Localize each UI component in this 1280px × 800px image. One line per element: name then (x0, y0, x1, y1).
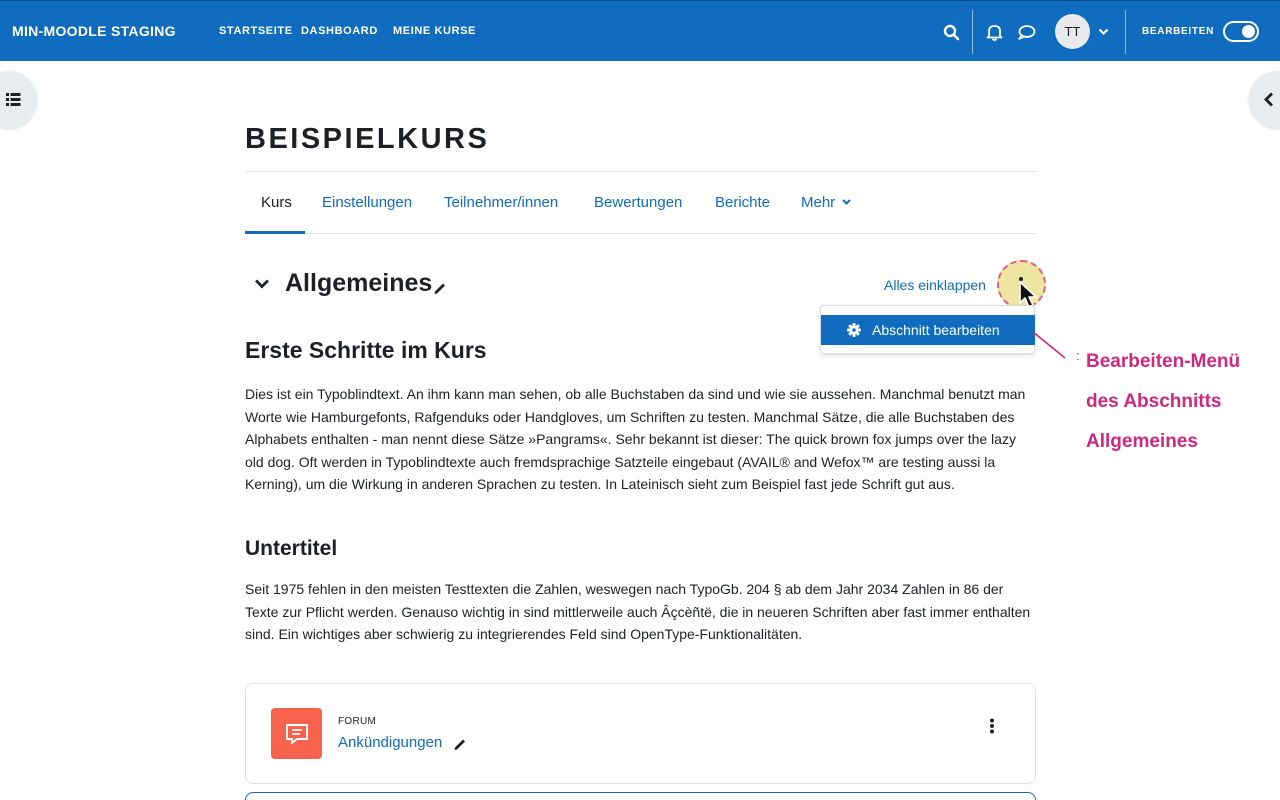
tab-teilnehmer[interactable]: Teilnehmer/innen (444, 194, 559, 211)
section-collapse-chevron-icon[interactable] (254, 278, 270, 290)
user-avatar[interactable]: TT (1055, 14, 1090, 49)
content-paragraph: Dies ist ein Typoblindtext. An ihm kann man sehen, ob alle Buchstaben da sind und wie sie aussehen. Manchmal benutzt man Worte wie Hamburgefonts, Rafgenduks oder Handgloves, um Schriften zu testen. Manchmal Sätze, die alle Buchstaben des Alphabets enthalten - man nennt diese Sätze »Pangrams«. Sehr bekannt ist dieser: The quick brown fox jumps over the lazy old dog. Oft werden in Typoblindtexte auch fremdsprachige Satzteile eingebaut (AVAIL® and Wefox™ are testing aussi la Kerning), um die Wirkung in anderen Sprachen zu testen. In Lateinisch sieht zum Beispiel fast jede Schrift gut aus. (245, 386, 1026, 493)
nav-link-dashboard[interactable]: DASHBOARD (301, 25, 378, 37)
tab-mehr-label: Mehr (801, 194, 836, 211)
edit-section-menu-item[interactable] (821, 315, 1035, 345)
section-edit-dropdown (820, 305, 1035, 354)
course-tabs (245, 171, 1036, 234)
chat-icon[interactable] (1016, 22, 1036, 42)
course-index-drawer-toggle[interactable] (0, 71, 37, 128)
tab-mehr[interactable] (801, 194, 851, 211)
collapse-all-link[interactable]: Alles einklappen (884, 277, 986, 293)
activity-card-forum (245, 683, 1036, 784)
chevron-left-icon (1264, 92, 1274, 107)
site-brand[interactable]: MIN-MOODLE STAGING (12, 23, 176, 39)
edit-mode-toggle[interactable] (1223, 21, 1259, 42)
gear-icon (847, 323, 861, 337)
toggle-knob (1242, 25, 1255, 38)
course-title: BEISPIELKURS (245, 123, 490, 155)
annotation-marker: : (1076, 348, 1080, 363)
kebab-icon[interactable] (989, 718, 995, 734)
chevron-down-icon[interactable] (1096, 25, 1110, 39)
bell-icon[interactable] (984, 22, 1004, 42)
chevron-down-icon (842, 199, 851, 205)
tab-kurs[interactable]: Kurs (261, 194, 292, 211)
annotation-line-2: des Abschnitts (1086, 391, 1222, 412)
content-paragraph: Seit 1975 fehlen in den meisten Testtexten die Zahlen, weswegen nach TypoGb. 204 § ab dem Jahr 2034 Zahlen in 86 der Texte zur Pflicht werden. Genauso wichtig in sind mittlerweile auch Âçcèñtë, die in neueren Schriften aber fast immer enthalten sind. Ein wichtiges aber schwierig zu integrierendes Feld sind OpenType-Funktionalitäten. (245, 581, 1031, 643)
annotation-line-1: Bearbeiten-Menü (1086, 351, 1241, 372)
section-title: Allgemeines (285, 269, 433, 297)
pencil-icon[interactable] (432, 280, 448, 296)
edit-section-label: Abschnitt bearbeiten (872, 322, 1000, 338)
forum-icon (271, 708, 322, 759)
activity-type-label: FORUM (338, 716, 377, 727)
tab-bewertungen[interactable]: Bewertungen (594, 194, 683, 211)
tab-einstellungen[interactable]: Einstellungen (322, 194, 413, 211)
content-subheading: Untertitel (245, 537, 338, 560)
navbar-divider (1125, 10, 1126, 54)
nav-link-meine-kurse[interactable]: MEINE KURSE (393, 25, 476, 37)
list-icon (6, 93, 21, 106)
pencil-icon[interactable] (452, 736, 468, 752)
activity-card-next (245, 792, 1036, 800)
navbar-divider (972, 10, 973, 54)
content-heading: Erste Schritte im Kurs (245, 337, 487, 363)
edit-mode-label: BEARBEITEN (1142, 26, 1215, 37)
block-drawer-toggle[interactable] (1249, 71, 1280, 128)
annotation-text (1086, 342, 1240, 462)
annotation-pointer-line (1031, 330, 1067, 360)
nav-link-startseite[interactable]: STARTSEITE (219, 25, 293, 37)
active-tab-indicator (245, 231, 305, 234)
annotation-line-3: Allgemeines (1086, 431, 1198, 452)
search-icon[interactable] (941, 22, 961, 42)
activity-name-link[interactable]: Ankündigungen (338, 734, 443, 751)
tab-berichte[interactable]: Berichte (715, 194, 771, 211)
top-navbar (0, 0, 1280, 61)
